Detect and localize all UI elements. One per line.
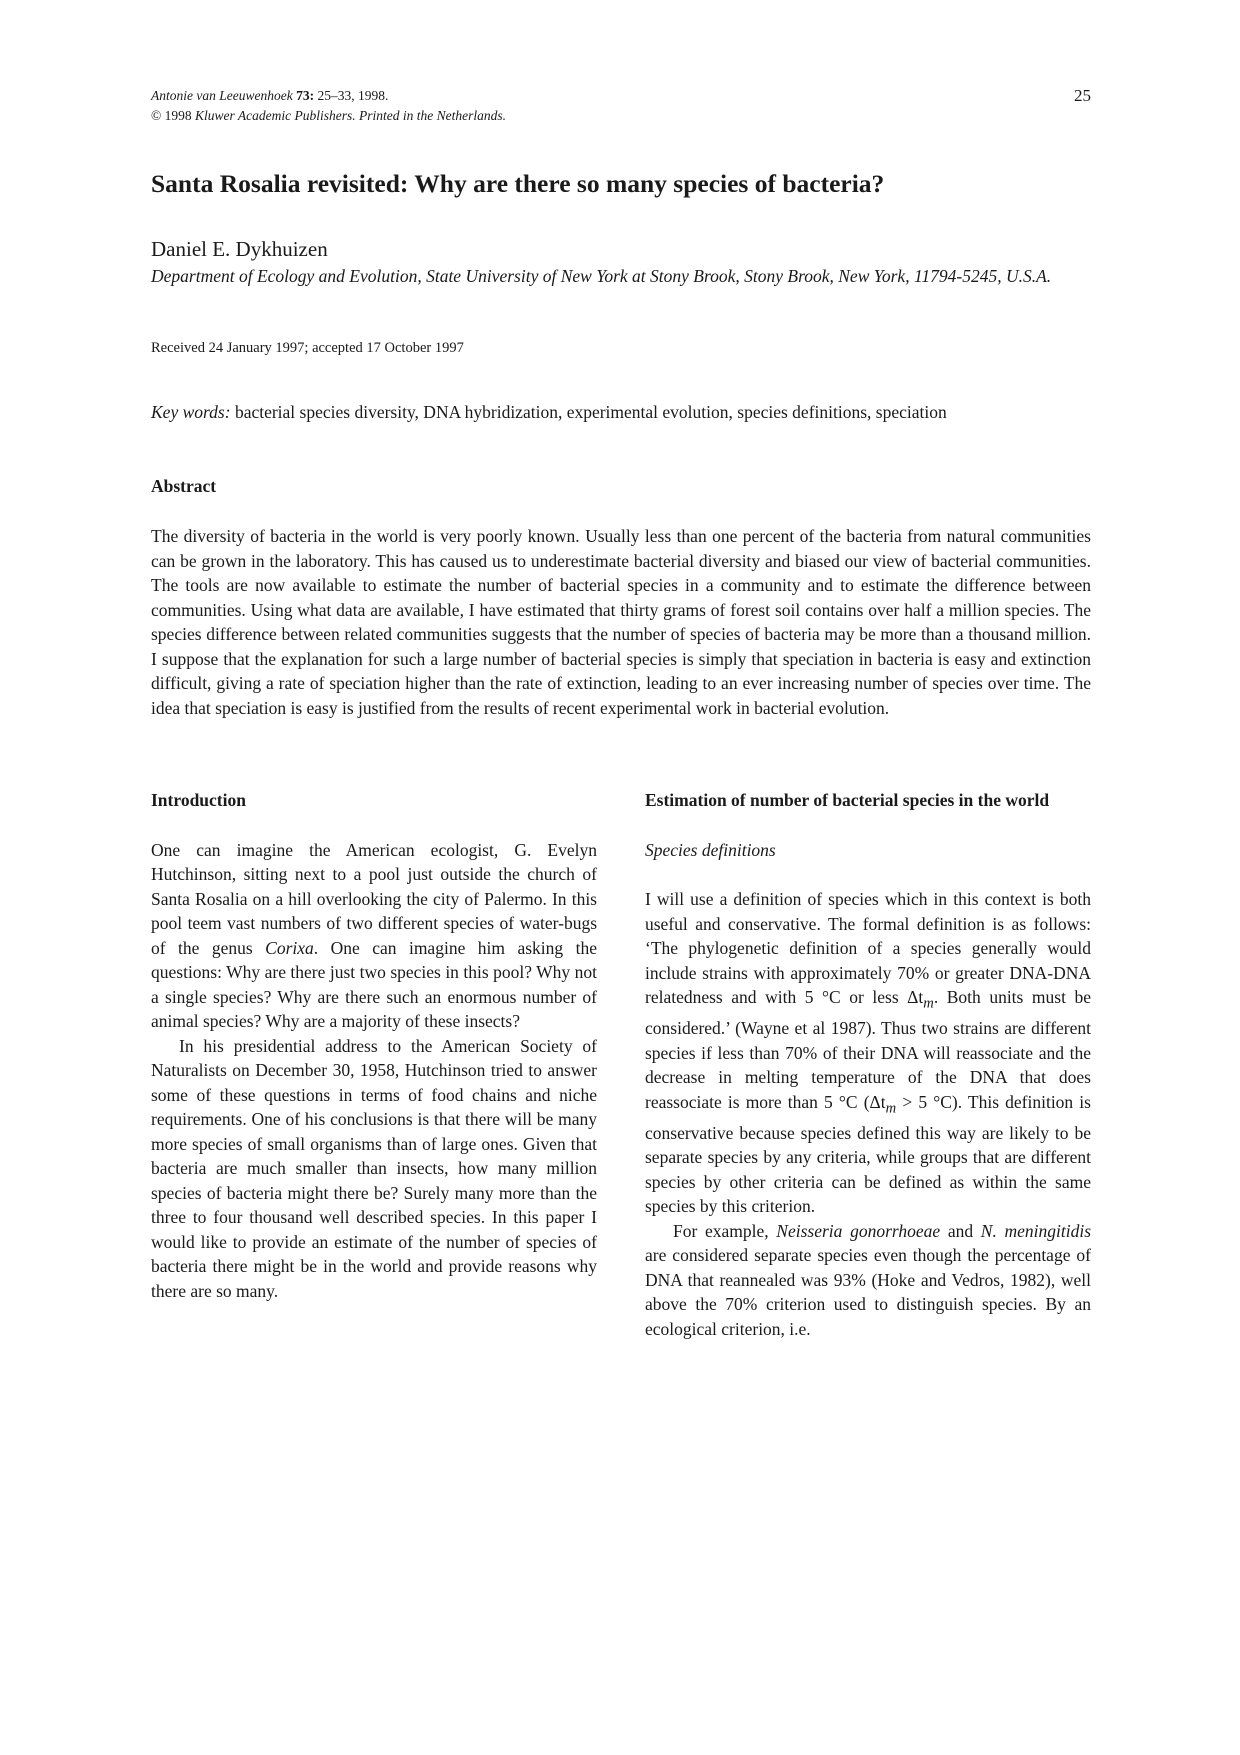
copyright-year: 1998 [161, 108, 196, 123]
pages-year: 25–33, 1998. [314, 88, 389, 103]
page-number: 25 [1074, 86, 1091, 105]
received-dates: Received 24 January 1997; accepted 17 October 1997 [151, 340, 464, 356]
copyright-icon: © [151, 108, 162, 123]
keywords-list: bacterial species diversity, DNA hybridization, experimental evolution, species definitions, speciation [230, 402, 947, 422]
estimation-heading: Estimation of number of bacterial species in the world [645, 790, 1050, 810]
copyright-line [151, 106, 1091, 126]
est-p2-and: and [940, 1220, 981, 1241]
intro-p1-text-a: One can imagine the American ecologist, G. Evelyn Hutchinson, sitting next to a pool just outside the church of Santa Rosalia on a hill overlooking the city of Palermo. In this pool teem vast numbers of two different species of water-bugs of the genus [151, 839, 597, 958]
est-p2-text-a: For example, [673, 1220, 777, 1241]
estimation-paragraph-2 [645, 1219, 1091, 1342]
species-name-2: N. meningitidis [980, 1220, 1092, 1241]
species-definitions-subheading: Species definitions [645, 839, 776, 860]
est-p1-text-c: > 5 °C). This definition is conservative because species defined this way are likely to be separate species by any criteria, while groups that are different species by other criteria can be defined as within the same species by this criterion. [645, 1091, 1091, 1216]
abstract-heading: Abstract [151, 476, 217, 496]
left-column [151, 788, 597, 1303]
delta-tm-symbol: $\Delta t_m$ [869, 1091, 897, 1116]
introduction-paragraph-1 [151, 838, 597, 1034]
genus-name: Corixa [265, 937, 314, 958]
article-title: Santa Rosalia revisited: Why are there so many species of bacteria? [151, 169, 885, 198]
est-p1-text-a: I will use a definition of species which in this context is both useful and conservative. The formal definition is as follows: ‘The phylogenetic definition of a species generally would include strains with approximately 70% or greater DNA-DNA relatedness and with 5 °C or less [645, 889, 1091, 1007]
abstract-text: The diversity of bacteria in the world is very poorly known. Usually less than one percent of the bacteria from natural communities can be grown in the laboratory. This has caused us to underestimate bacterial diversity and biased our view of bacterial communities. The tools are now available to estimate the number of bacterial species in a community and to estimate the difference between communities. Using what data are available, I have estimated that thirty grams of forest soil contains over half a million species. The species difference between related communities suggests that the number of species of bacteria may be more than a thousand million. I suppose that the explanation for such a large number of bacterial species is simply that speciation in bacteria is easy and extinction difficult, giving a rate of speciation higher than the rate of extinction, leading to an ever increasing number of species over time. The idea that speciation is easy is justified from the results of recent experimental work in bacterial evolution. [151, 526, 1091, 718]
publisher: Kluwer Academic Publishers. Printed in the Netherlands. [195, 108, 506, 123]
delta-tm-symbol: $\Delta t_m$ [907, 987, 934, 1012]
right-column [645, 788, 1091, 1341]
journal-name: Antonie van Leeuwenhoek [151, 88, 293, 103]
species-name-1: Neisseria gonorrhoeae [776, 1220, 941, 1241]
introduction-paragraph-2: In his presidential address to the American Society of Naturalists on December 30, 1958, Hutchinson tried to answer some of these questions in terms of food chains and niche requirements. One of his conclusions is that there will be many more species of small organisms than of large ones. Given that bacteria are much smaller than insects, how many million species of bacteria might there be? Surely many more than the three to four thousand well described species. In this paper I would like to provide an estimate of the number of species of bacteria there might be in the world and provide reasons why there are so many. [151, 1035, 597, 1301]
volume-number: 73: [296, 88, 315, 103]
author-affiliation: Department of Ecology and Evolution, State University of New York at Stony Brook, Stony Brook, New York, 11794-5245, U.S.A. [151, 266, 1052, 286]
introduction-heading: Introduction [151, 790, 246, 810]
estimation-paragraph-1 [645, 887, 1091, 1219]
intro-p1-text-b: . One can imagine him asking the questions: Why are there just two species in this pool? Why not a single species? Why are there such an enormous number of animal species? Why are a majority of these insects? [151, 937, 597, 1031]
citation-line [151, 86, 1091, 106]
running-head [151, 86, 1091, 126]
est-p1-text-b: . Both units must be considered.’ (Wayne et al 1987). Thus two strains are different species if less than 70% of their DNA will reassociate and the decrease in melting temperature of the DNA that does reassociate is more than 5 °C ( [645, 987, 1091, 1112]
author-name: Daniel E. Dykhuizen [151, 237, 328, 261]
est-p2-text-b: are considered separate species even though the percentage of DNA that reannealed was 93% (Hoke and Vedros, 1982), well above the 70% criterion used to distinguish species. By an ecological criterion, i.e. [645, 1245, 1091, 1339]
keywords-label: Key words: [151, 402, 231, 422]
keywords [151, 400, 1111, 425]
